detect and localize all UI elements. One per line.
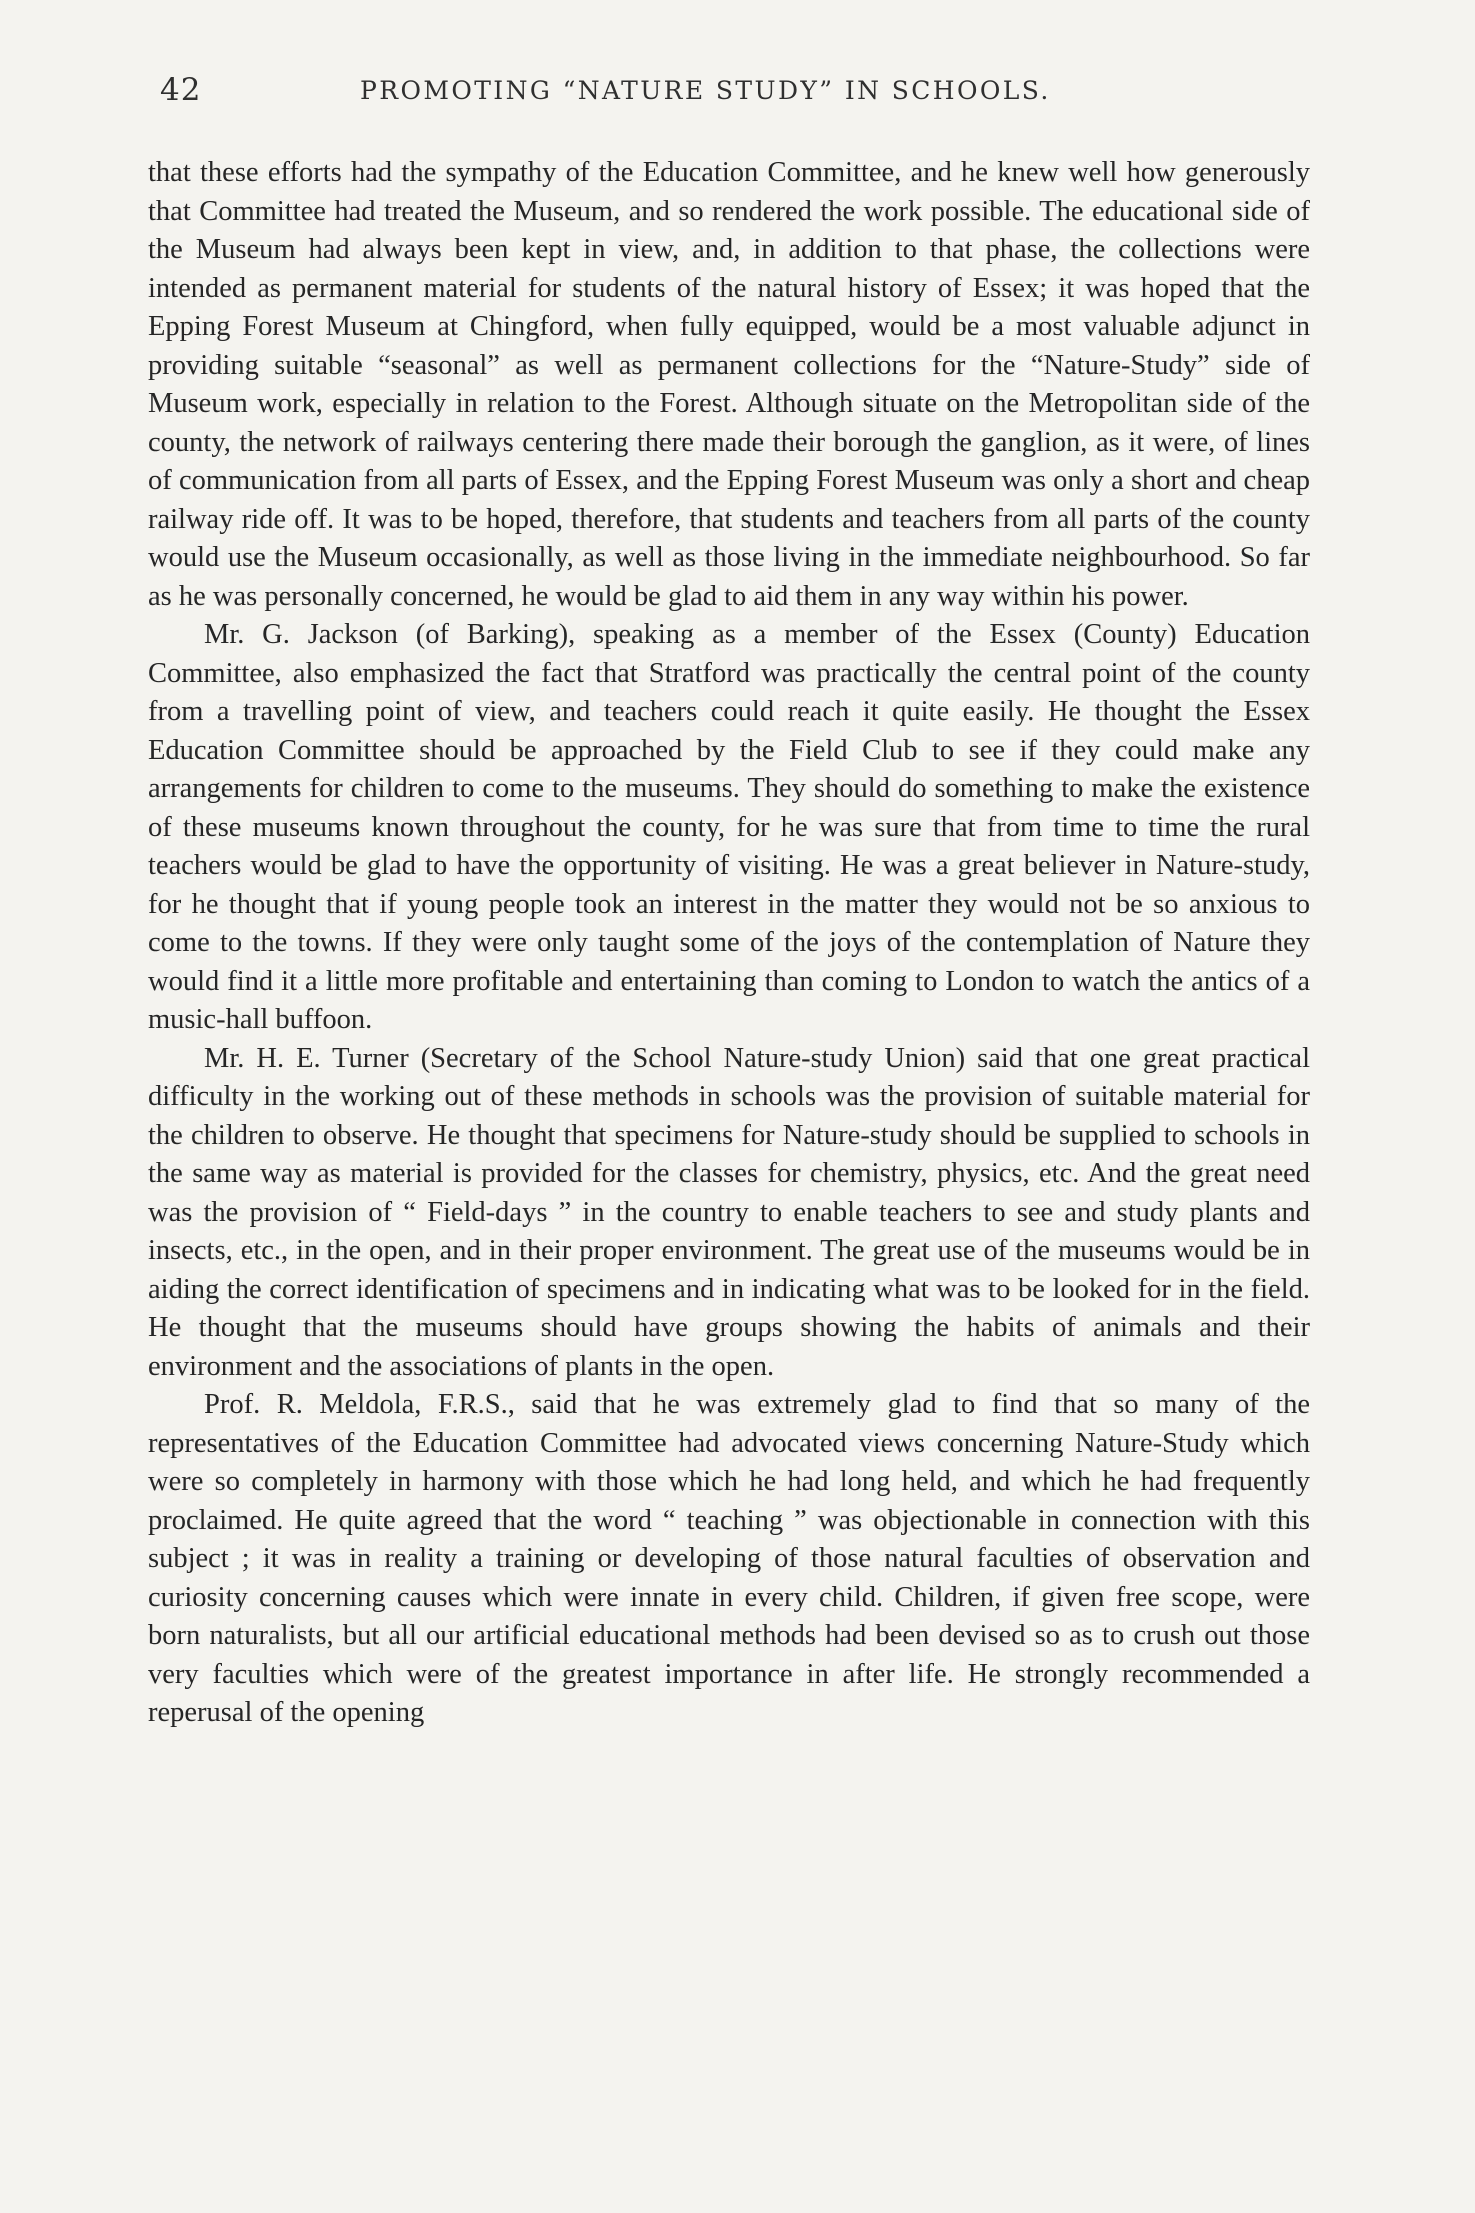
page-number: 42 xyxy=(160,72,202,108)
paragraph-turner: Mr. H. E. Turner (Secretary of the School Nature-study Union) said that one great practical difficulty in the working out of these methods in schools was the provision of suitable material for the children to observe. He thought that specimens for Nature-study should be supplied to schools in the same way as material is provided for the classes for chemistry, physics, etc. And the great need was the provision of “ Field-days ” in the country to enable teachers to see and study plants and insects, etc., in the open, and in their proper environment. The great use of the museums would be in aiding the correct identification of specimens and in indicating what was to be looked for in the field. He thought that the museums should have groups showing the habits of animals and their environment and the associations of plants in the open. xyxy=(148,1042,1310,1382)
paragraph-continuation: that these efforts had the sympathy of the Education Committee, and he knew well how generously that Committee had treated the Museum, and so rendered the work possible. The educational side of the Museum had always been kept in view, and, in addition to that phase, the collections were intended as permanent material for students of the natural history of Essex; it was hoped that the Epping Forest Museum at Chingford, when fully equipped, would be a most valuable adjunct in providing suitable “seasonal” as well as permanent collections for the “Nature-Study” side of Museum work, especially in relation to the Forest. Although situate on the Metropolitan side of the county, the network of railways centering there made their borough the ganglion, as it were, of lines of communication from all parts of Essex, and the Epping Forest Museum was only a short and cheap railway ride off. It was to be hoped, therefore, that students and teachers from all parts of the county would use the Museum occasionally, as well as those living in the immediate neighbourhood. So far as he was personally concerned, he would be glad to aid them in any way within his power. xyxy=(148,157,1310,612)
body-text xyxy=(148,154,1310,1733)
paragraph-jackson: Mr. G. Jackson (of Barking), speaking as a member of the Essex (County) Education Committee, also emphasized the fact that Stratford was practically the central point of the county from a travelling point of view, and teachers could reach it quite easily. He thought the Essex Education Committee should be approached by the Field Club to see if they could make any arrangements for children to come to the museums. They should do something to make the existence of these museums known throughout the county, for he was sure that from time to time the rural teachers would be glad to have the opportunity of visiting. He was a great believer in Nature-study, for he thought that if young people took an interest in the matter they would not be so anxious to come to the towns. If they were only taught some of the joys of the contemplation of Nature they would find it a little more profitable and entertaining than coming to London to watch the antics of a music-hall buffoon. xyxy=(148,619,1310,1035)
running-head xyxy=(160,72,1310,120)
running-title: PROMOTING “NATURE STUDY” IN SCHOOLS. xyxy=(360,76,1051,105)
paragraph-meldola: Prof. R. Meldola, F.R.S., said that he was extremely glad to find that so many of the representatives of the Education Committee had advocated views concerning Nature-Study which were so completely in harmony with those which he had long held, and which he had frequently proclaimed. He quite agreed that the word “ teaching ” was objectionable in connection with this subject ; it was in reality a training or developing of those natural faculties of observation and curiosity concerning causes which were innate in every child. Children, if given free scope, were born naturalists, but all our artificial educational methods had been devised so as to crush out those very faculties which were of the greatest importance in after life. He strongly recommended a reperusal of the opening xyxy=(148,1389,1310,1728)
